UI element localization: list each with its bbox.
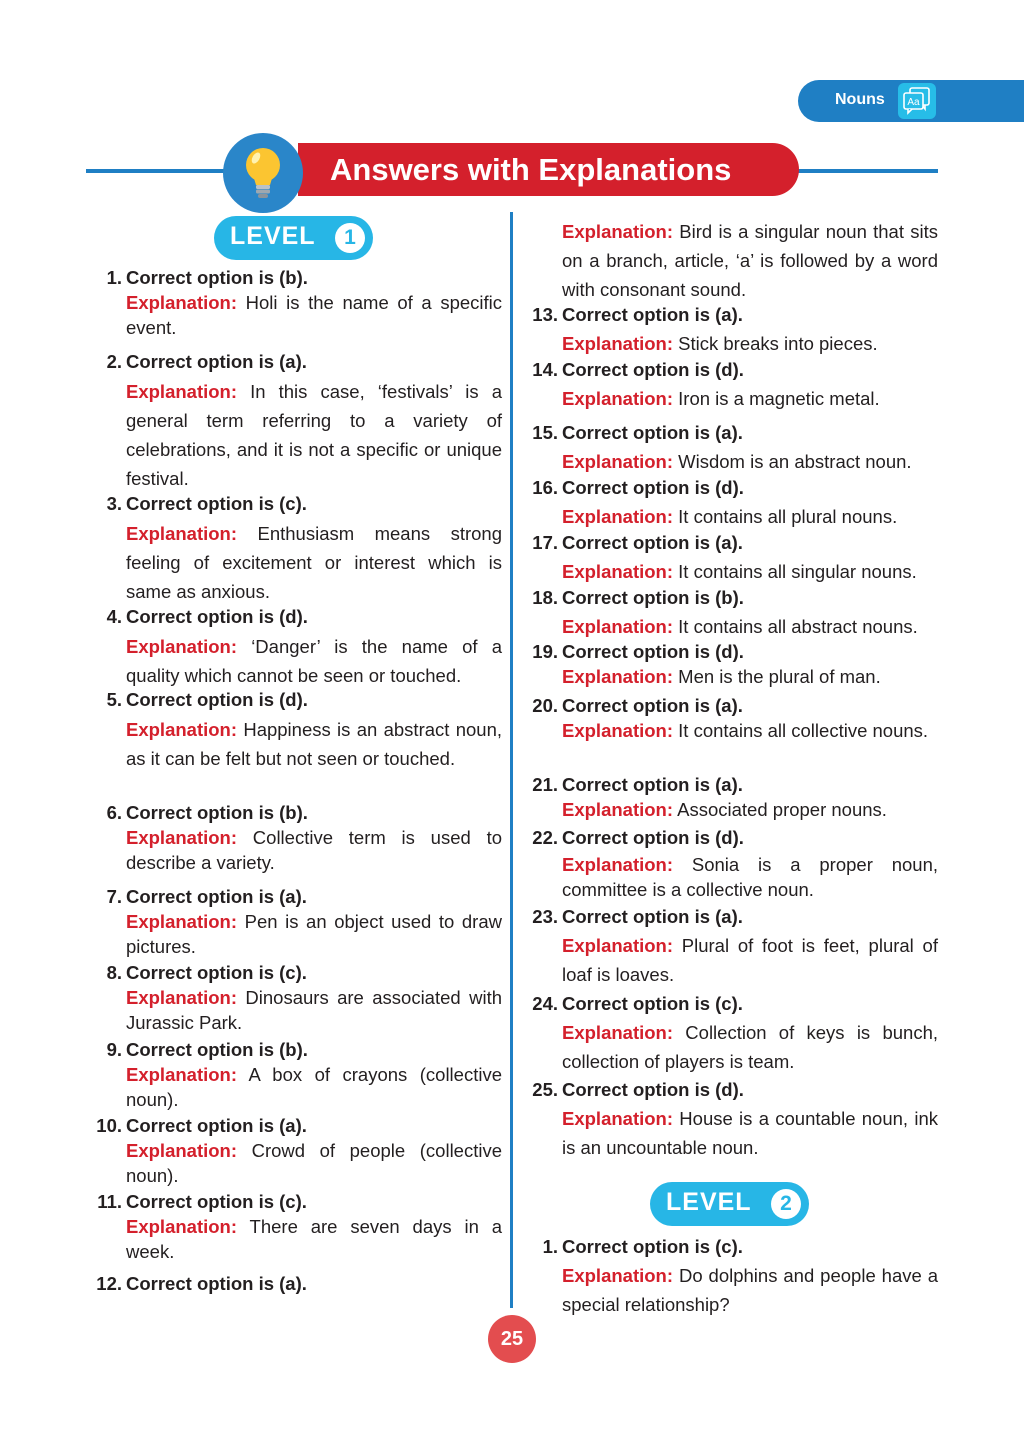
explanation: [562, 612, 938, 641]
explanation: [126, 632, 502, 690]
explanation-text: Collection of keys is bunch, collection of players is team.: [562, 1022, 939, 1072]
explanation-label: Explanation:: [562, 935, 674, 956]
explanation-text: Do dolphins and people have a special relationship?: [562, 1265, 939, 1315]
explanation-label: Explanation:: [126, 381, 238, 402]
explanation-label: Explanation:: [126, 827, 238, 848]
answer-item-continued: [562, 217, 938, 304]
answer-number: 12.: [96, 1273, 122, 1294]
explanation-text: It contains all collective nouns.: [678, 720, 929, 741]
answer-text: Correct option is (b).: [562, 587, 744, 608]
explanation-text: A box of crayons (collective noun).: [126, 1064, 502, 1110]
answer-item: [532, 586, 938, 641]
answer-line: [532, 773, 938, 797]
answer-line: [532, 531, 938, 555]
answer-text: Correct option is (c).: [126, 493, 307, 514]
answer-number: 14.: [532, 359, 558, 380]
answer-line: [96, 1114, 502, 1138]
answer-item: [106, 688, 503, 773]
answer-text: Correct option is (a).: [562, 695, 743, 716]
explanation-label: Explanation:: [562, 221, 674, 242]
explanation-label: Explanation:: [562, 333, 674, 354]
level-number: 2: [771, 1189, 801, 1219]
explanation: [126, 909, 502, 959]
explanation: [126, 715, 502, 773]
answer-line: [532, 1078, 938, 1102]
level-1-badge: [214, 216, 373, 260]
answer-number: 19.: [532, 641, 558, 662]
answer-text: Correct option is (a).: [562, 532, 743, 553]
answer-number: 15.: [532, 422, 558, 443]
explanation: [562, 718, 938, 743]
page-number: 25: [488, 1315, 536, 1363]
explanation-text: Enthusiasm means strong feeling of excitement or interest which is same as anxious.: [126, 523, 502, 602]
explanation-label: Explanation:: [126, 1064, 238, 1085]
explanation: [562, 1104, 938, 1162]
answer-line: [532, 476, 938, 500]
answer-text: Correct option is (d).: [562, 477, 744, 498]
answer-number: 16.: [532, 477, 558, 498]
answer-item: [532, 421, 938, 476]
explanation: [562, 797, 938, 822]
answer-item: [97, 1190, 502, 1264]
level-label: LEVEL: [230, 222, 316, 250]
answer-item: [532, 992, 939, 1076]
answer-line: [106, 492, 502, 516]
explanation-label: Explanation:: [126, 636, 238, 657]
answer-item: [532, 905, 938, 989]
explanation-text: Pen is an object used to draw pictures.: [126, 911, 502, 957]
answer-text: Correct option is (c).: [562, 993, 743, 1014]
answer-number: 24.: [532, 993, 558, 1014]
answer-item: [532, 1078, 938, 1162]
answer-line: [106, 605, 502, 629]
explanation-text: Stick breaks into pieces.: [678, 333, 878, 354]
answer-number: 9.: [106, 1039, 122, 1060]
answer-number: 8.: [106, 962, 122, 983]
explanation: [562, 447, 938, 476]
title-rule-right: [798, 169, 938, 173]
answer-item: [106, 350, 502, 493]
section-title: Answers with Explanations: [330, 152, 732, 187]
explanation: [126, 825, 502, 875]
answer-text: Correct option is (a).: [562, 906, 743, 927]
answer-line: [96, 1272, 502, 1296]
answer-text: Correct option is (b).: [126, 267, 308, 288]
answer-number: 6.: [106, 802, 122, 823]
answer-item: [106, 266, 503, 340]
lightbulb-icon: [223, 133, 303, 213]
answer-number: 5.: [106, 689, 122, 710]
answer-text: Correct option is (a).: [126, 1273, 307, 1294]
answer-item: [106, 885, 502, 959]
title-rule-left: [86, 169, 236, 173]
answer-number: 4.: [106, 606, 122, 627]
explanation-label: Explanation:: [126, 292, 238, 313]
answer-number: 1.: [106, 267, 122, 288]
answer-line: [542, 1235, 938, 1259]
answer-line: [106, 350, 502, 374]
column-divider: [510, 212, 513, 1308]
explanation-text: Bird is a singular noun that sits on a branch, article, ‘a’ is followed by a word with consonant sound.: [562, 221, 939, 300]
answer-line: [106, 688, 502, 712]
explanation-text: It contains all singular nouns.: [678, 561, 917, 582]
answer-text: Correct option is (d).: [562, 641, 744, 662]
answer-item: [532, 303, 938, 358]
explanation-text: Holi is the name of a specific event.: [126, 292, 503, 338]
explanation-text: Crowd of people (collective noun).: [126, 1140, 503, 1186]
explanation-label: Explanation:: [126, 719, 238, 740]
answer-line: [532, 586, 938, 610]
explanation-label: Explanation:: [126, 987, 238, 1008]
explanation-label: Explanation:: [562, 561, 674, 582]
answer-text: Correct option is (d).: [562, 359, 744, 380]
answer-text: Correct option is (d).: [126, 689, 308, 710]
svg-text:Aa: Aa: [907, 97, 920, 108]
answer-line: [532, 992, 938, 1016]
answer-item: [532, 694, 938, 743]
explanation-text: Associated proper nouns.: [677, 799, 887, 820]
answer-item: [532, 476, 938, 531]
level-label: LEVEL: [666, 1188, 752, 1216]
explanation-text: Dinosaurs are associated with Jurassic Park.: [126, 987, 502, 1033]
explanation: [126, 985, 502, 1035]
answer-text: Correct option is (d).: [126, 606, 308, 627]
explanation-label: Explanation:: [126, 523, 238, 544]
explanation-label: Explanation:: [562, 799, 674, 820]
explanation: [562, 1261, 938, 1319]
answer-number: 7.: [106, 886, 122, 907]
explanation: [126, 1138, 502, 1188]
answer-number: 25.: [532, 1079, 558, 1100]
explanation: [562, 384, 938, 413]
explanation-text: Wisdom is an abstract noun.: [678, 451, 912, 472]
answer-number: 2.: [106, 351, 122, 372]
explanation-label: Explanation:: [562, 1265, 674, 1286]
explanation-label: Explanation:: [562, 616, 674, 637]
answer-number: 3.: [106, 493, 122, 514]
answer-line: [532, 421, 938, 445]
answer-number: 11.: [97, 1191, 122, 1212]
answer-text: Correct option is (a).: [562, 774, 743, 795]
explanation-label: Explanation:: [562, 506, 674, 527]
answer-number: 21.: [532, 774, 558, 795]
answer-line: [97, 1190, 502, 1214]
answer-item: [532, 773, 938, 822]
section-title-banner: [298, 143, 799, 196]
explanation-label: Explanation:: [562, 388, 674, 409]
answer-text: Correct option is (c).: [126, 1191, 307, 1212]
answer-item: [106, 801, 502, 875]
chapter-tab-label: Nouns: [835, 91, 885, 108]
level-number: 1: [335, 223, 365, 253]
explanation-label: Explanation:: [126, 1216, 238, 1237]
explanation-text: It contains all plural nouns.: [678, 506, 898, 527]
answer-line: [106, 801, 502, 825]
chapter-tab: [798, 80, 1024, 122]
answer-text: Correct option is (d).: [562, 827, 744, 848]
answer-line: [532, 303, 938, 327]
answer-item: [532, 358, 938, 413]
explanation: [126, 377, 502, 493]
answer-text: Correct option is (b).: [126, 802, 308, 823]
explanation: [562, 664, 938, 689]
explanation: [126, 1062, 502, 1112]
answer-item: [106, 1038, 502, 1112]
explanation: [562, 557, 938, 586]
explanation-text: There are seven days in a week.: [126, 1216, 502, 1262]
answer-number: 22.: [532, 827, 558, 848]
answer-item: [532, 640, 938, 689]
answer-item: [96, 1114, 503, 1188]
explanation: [562, 1018, 938, 1076]
answer-number: 13.: [532, 304, 558, 325]
explanation-text: House is a countable noun, ink is an uncountable noun.: [562, 1108, 938, 1158]
explanation: [126, 290, 502, 340]
explanation-label: Explanation:: [126, 1140, 238, 1161]
explanation-label: Explanation:: [126, 911, 238, 932]
answer-line: [106, 961, 502, 985]
answer-number: 17.: [532, 532, 558, 553]
answer-number: 18.: [532, 587, 558, 608]
answer-item: [542, 1235, 939, 1319]
explanation-label: Explanation:: [562, 1022, 674, 1043]
explanation: [126, 1214, 502, 1264]
answer-text: Correct option is (a).: [126, 1115, 307, 1136]
answer-line: [106, 266, 502, 290]
answer-text: Correct option is (a).: [562, 304, 743, 325]
answer-line: [532, 640, 938, 664]
answer-text: Correct option is (c).: [126, 962, 307, 983]
explanation-label: Explanation:: [562, 720, 674, 741]
answer-item: [96, 1272, 502, 1296]
answer-text: Correct option is (b).: [126, 1039, 308, 1060]
explanation-text: Men is the plural of man.: [678, 666, 881, 687]
answer-line: [532, 694, 938, 718]
answer-number: 10.: [96, 1115, 122, 1136]
explanation-label: Explanation:: [562, 666, 674, 687]
answer-number: 23.: [532, 906, 558, 927]
explanation-text: Iron is a magnetic metal.: [678, 388, 880, 409]
explanation-label: Explanation:: [562, 451, 674, 472]
explanation: [562, 852, 938, 902]
explanation: [562, 329, 938, 358]
answer-text: Correct option is (c).: [562, 1236, 743, 1257]
answer-text: Correct option is (a).: [562, 422, 743, 443]
explanation-text: Collective term is used to describe a variety.: [126, 827, 502, 873]
answer-item: [106, 961, 502, 1035]
answer-item: [532, 531, 938, 586]
answer-line: [532, 905, 938, 929]
answer-line: [532, 826, 938, 850]
explanation-text: Happiness is an abstract noun, as it can be felt but not seen or touched.: [126, 719, 503, 769]
answer-item: [532, 826, 939, 902]
explanation-label: Explanation:: [562, 854, 674, 875]
answer-line: [532, 358, 938, 382]
answer-text: Correct option is (a).: [126, 351, 307, 372]
answer-item: [106, 605, 502, 690]
answer-line: [106, 885, 502, 909]
explanation: [562, 502, 938, 531]
explanation-text: Plural of foot is feet, plural of loaf is loaves.: [562, 935, 938, 985]
answer-item: [106, 492, 502, 606]
explanation-text: In this case, ‘festivals’ is a general term referring to a variety of celebrations, and it is not a specific or unique festival.: [126, 381, 502, 489]
explanation-text: It contains all abstract nouns.: [678, 616, 918, 637]
explanation: [126, 519, 502, 606]
explanation: [562, 217, 938, 304]
explanation-text: Sonia is a proper noun, committee is a collective noun.: [562, 854, 939, 900]
explanation-text: ‘Danger’ is the name of a quality which cannot be seen or touched.: [126, 636, 502, 686]
answer-text: Correct option is (d).: [562, 1079, 744, 1100]
level-2-badge: [650, 1182, 809, 1226]
answer-number: 20.: [532, 695, 558, 716]
explanation: [562, 931, 938, 989]
explanation-label: Explanation:: [562, 1108, 674, 1129]
speech-bubbles-aa-icon: [898, 83, 936, 119]
answer-text: Correct option is (a).: [126, 886, 307, 907]
answer-line: [106, 1038, 502, 1062]
answer-number: 1.: [542, 1236, 558, 1257]
